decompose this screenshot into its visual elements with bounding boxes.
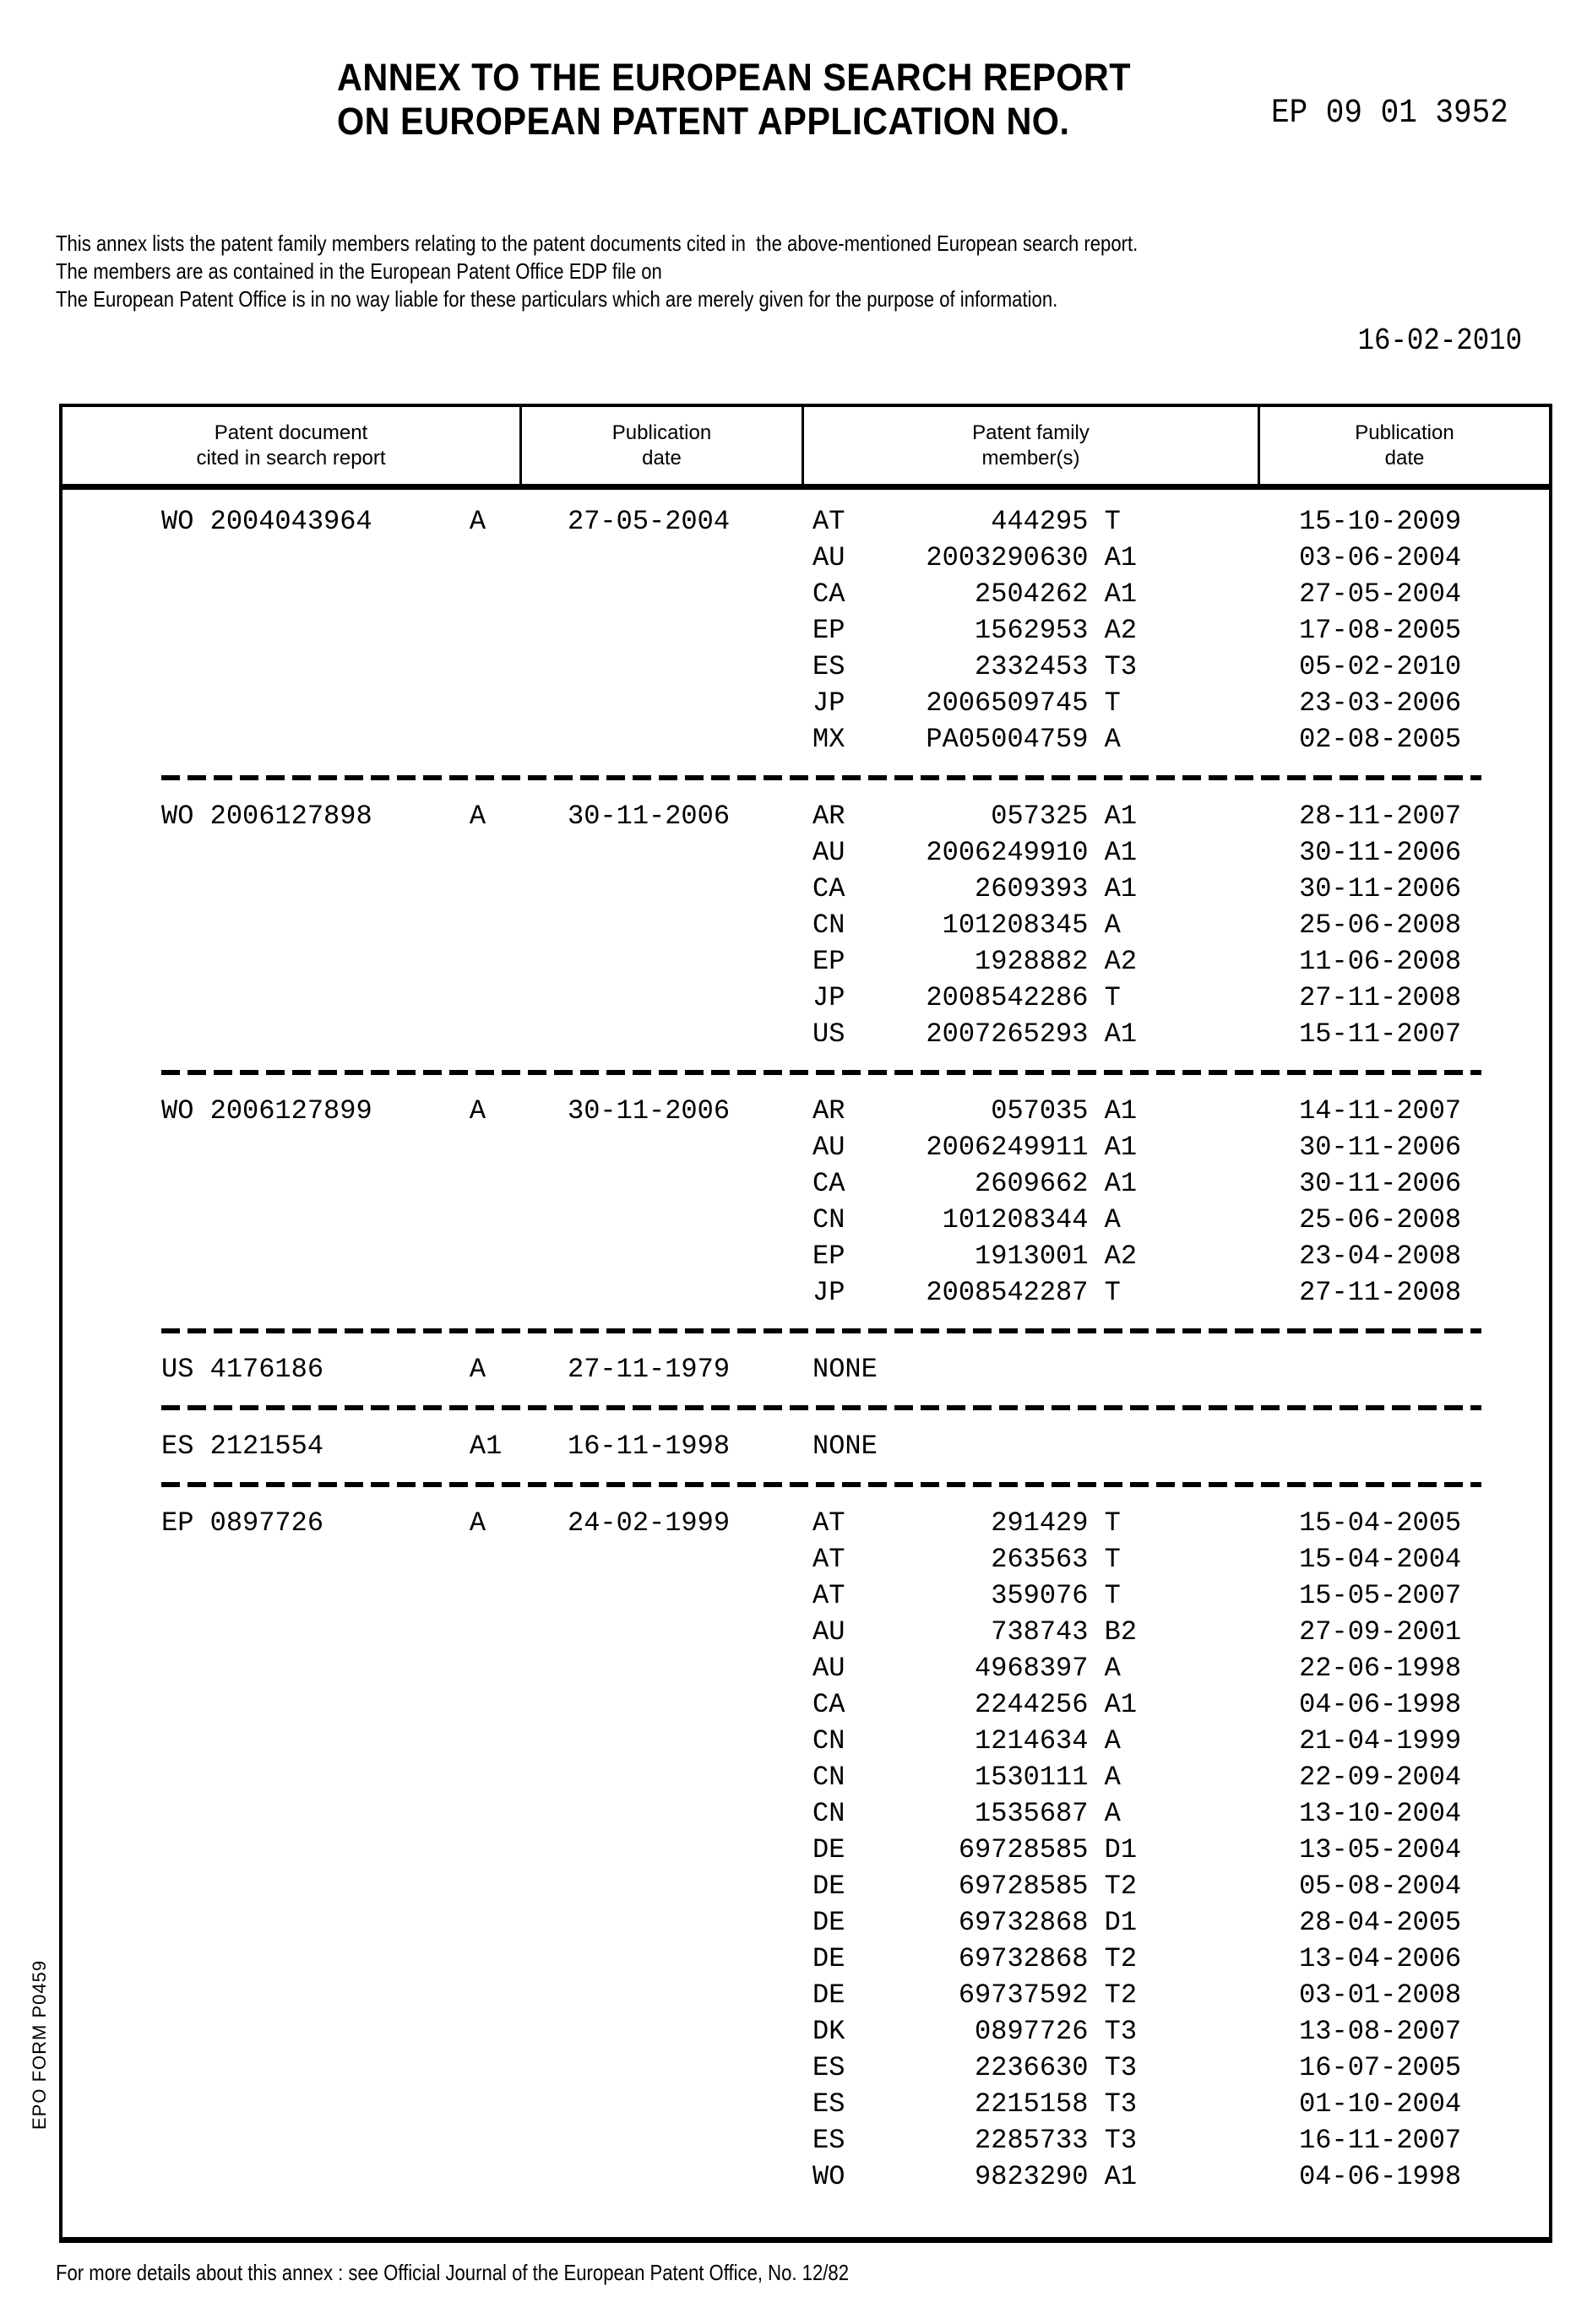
member-kind-code: A1 (1104, 1168, 1138, 1199)
family-member-row (812, 907, 1549, 943)
member-country-code: AU (812, 1653, 845, 1684)
family-member-row (812, 2158, 1549, 2195)
member-kind-code: T2 (1104, 1943, 1138, 1974)
patent-family-group (62, 798, 1549, 1052)
member-publication-date: 15-04-2004 (1299, 1544, 1462, 1575)
member-number: 69728585 (958, 1871, 1089, 1902)
member-publication-date: 30-11-2006 (1299, 837, 1462, 868)
patent-family-table (59, 404, 1552, 2243)
member-publication-date: 03-06-2004 (1299, 542, 1462, 573)
member-kind-code: T3 (1104, 2088, 1138, 2120)
member-number: 69732868 (958, 1943, 1089, 1974)
page-title-line2: ON EUROPEAN PATENT APPLICATION NO. (337, 100, 1070, 143)
member-kind-code: A1 (1104, 1095, 1138, 1127)
member-kind-code: T2 (1104, 1871, 1138, 1902)
member-number: 69728585 (958, 1834, 1089, 1865)
member-number: 2006249910 (926, 837, 1089, 868)
member-country-code: AR (812, 1095, 845, 1127)
member-publication-date: 15-04-2005 (1299, 1507, 1462, 1539)
member-country-code: DE (812, 1871, 845, 1902)
member-kind-code: A1 (1104, 1132, 1138, 1163)
member-publication-date: 17-08-2005 (1299, 615, 1462, 646)
member-kind-code: A (1104, 910, 1121, 941)
member-publication-date: 30-11-2006 (1299, 1132, 1462, 1163)
cited-patent-document (62, 503, 522, 540)
member-publication-date: 22-09-2004 (1299, 1762, 1462, 1793)
member-number: PA05004759 (926, 724, 1089, 755)
member-publication-date: 16-07-2005 (1299, 2052, 1462, 2083)
member-publication-date: 28-11-2007 (1299, 801, 1462, 832)
doc-publication-date: 24-02-1999 (568, 1507, 731, 1539)
member-number: 2244256 (975, 1689, 1089, 1720)
member-kind-code: B2 (1104, 1616, 1138, 1648)
member-publication-date: 14-11-2007 (1299, 1095, 1462, 1127)
doc-kind-code: A (469, 1095, 486, 1127)
member-country-code: CA (812, 1689, 845, 1720)
member-number: 69737592 (958, 1979, 1089, 2011)
member-number: 9823290 (975, 2161, 1089, 2192)
member-publication-date: 13-10-2004 (1299, 1798, 1462, 1829)
family-member-row (812, 1723, 1549, 1759)
family-member-row (812, 540, 1549, 576)
member-kind-code: A (1104, 724, 1121, 755)
family-member-row (812, 1904, 1549, 1941)
intro-line: The European Patent Office is in no way liable for these particulars which are merely given for the purpose of information. (56, 286, 1058, 312)
member-number: 263563 (991, 1544, 1089, 1575)
member-number: 444295 (991, 506, 1089, 537)
member-number: 057325 (991, 801, 1089, 832)
family-member-row (812, 1977, 1549, 2013)
family-member-row (812, 2086, 1549, 2122)
member-publication-date: 04-06-1998 (1299, 2161, 1462, 2192)
member-publication-date: 05-02-2010 (1299, 651, 1462, 682)
family-member-row (812, 1016, 1549, 1052)
cited-patent-document (62, 1351, 522, 1387)
member-number: 69732868 (958, 1907, 1089, 1938)
doc-number: 2006127898 (209, 801, 372, 832)
member-kind-code: D1 (1104, 1907, 1138, 1938)
family-member-row (812, 1505, 1549, 1541)
member-number: 1928882 (975, 946, 1089, 977)
doc-number: 4176186 (209, 1354, 324, 1385)
patent-family-group (62, 1428, 1549, 1464)
family-member-row (812, 1650, 1549, 1686)
member-kind-code: A1 (1104, 1689, 1138, 1720)
doc-country-code: US (161, 1354, 194, 1385)
member-country-code: WO (812, 2161, 845, 2192)
member-number: 1214634 (975, 1725, 1089, 1757)
family-members (804, 1428, 1549, 1464)
member-country-code: CN (812, 1798, 845, 1829)
doc-publication-date: 30-11-2006 (568, 1095, 731, 1127)
column-header-family-publication-date: Publication date (1355, 421, 1454, 470)
member-country-code: DE (812, 1979, 845, 2011)
member-kind-code: A1 (1104, 801, 1138, 832)
member-publication-date: 15-05-2007 (1299, 1580, 1462, 1611)
member-kind-code: D1 (1104, 1834, 1138, 1865)
member-kind-code: A (1104, 1798, 1121, 1829)
family-none-row: NONE (812, 1354, 878, 1385)
doc-country-code: WO (161, 1095, 194, 1127)
member-kind-code: A2 (1104, 1241, 1138, 1272)
doc-kind-code: A (469, 1354, 486, 1385)
intro-line: The members are as contained in the European Patent Office EDP file on (56, 258, 662, 284)
member-country-code: AU (812, 542, 845, 573)
group-separator (161, 1405, 1481, 1410)
member-publication-date: 30-11-2006 (1299, 873, 1462, 904)
column-header-patent-family: Patent family member(s) (804, 407, 1260, 484)
family-member-row (812, 834, 1549, 871)
group-separator (161, 1328, 1481, 1333)
member-number: 291429 (991, 1507, 1089, 1539)
family-member-row (812, 1941, 1549, 1977)
member-country-code: JP (812, 982, 845, 1013)
member-publication-date: 03-01-2008 (1299, 1979, 1462, 2011)
family-member-row (812, 1832, 1549, 1868)
member-country-code: CN (812, 1725, 845, 1757)
member-country-code: AT (812, 1544, 845, 1575)
family-member-row (812, 1129, 1549, 1165)
doc-kind-code: A (469, 801, 486, 832)
member-country-code: EP (812, 1241, 845, 1272)
member-number: 1913001 (975, 1241, 1089, 1272)
member-country-code: AU (812, 837, 845, 868)
intro-paragraph (56, 230, 1138, 313)
table-header-row (62, 407, 1549, 490)
member-number: 2003290630 (926, 542, 1089, 573)
family-member-row (812, 685, 1549, 721)
member-publication-date: 15-10-2009 (1299, 506, 1462, 537)
member-kind-code: A (1104, 1653, 1121, 1684)
family-member-row (812, 2013, 1549, 2050)
doc-number: 0897726 (209, 1507, 324, 1539)
member-publication-date: 23-04-2008 (1299, 1241, 1462, 1272)
doc-publication-date: 30-11-2006 (568, 801, 731, 832)
member-number: 2609393 (975, 873, 1089, 904)
member-number: 2006509745 (926, 687, 1089, 719)
member-number: 2215158 (975, 2088, 1089, 2120)
family-member-row (812, 576, 1549, 612)
member-number: 1535687 (975, 1798, 1089, 1829)
intro-line: This annex lists the patent family members relating to the patent documents cited in the above-mentioned European search report. (56, 231, 1139, 256)
member-kind-code: T (1104, 1507, 1121, 1539)
footer-note: For more details about this annex : see Official Journal of the European Patent Office, No. 12/82 (56, 2260, 849, 2285)
member-kind-code: A1 (1104, 578, 1138, 610)
member-country-code: CA (812, 1168, 845, 1199)
family-members (804, 503, 1549, 757)
member-kind-code: A1 (1104, 873, 1138, 904)
member-kind-code: A2 (1104, 946, 1138, 977)
member-kind-code: A1 (1104, 2161, 1138, 2192)
family-member-row (812, 871, 1549, 907)
member-number: 2008542286 (926, 982, 1089, 1013)
group-separator (161, 1070, 1481, 1075)
member-country-code: CA (812, 873, 845, 904)
family-none-row: NONE (812, 1431, 878, 1462)
group-separator (161, 1482, 1481, 1487)
member-publication-date: 25-06-2008 (1299, 910, 1462, 941)
application-number: EP 09 01 3952 (1271, 95, 1508, 133)
member-publication-date: 21-04-1999 (1299, 1725, 1462, 1757)
member-country-code: MX (812, 724, 845, 755)
family-member-row (812, 1686, 1549, 1723)
doc-publication-date: 16-11-1998 (568, 1431, 731, 1462)
doc-country-code: WO (161, 801, 194, 832)
member-country-code: DE (812, 1943, 845, 1974)
member-number: 2008542287 (926, 1277, 1089, 1308)
member-kind-code: T (1104, 982, 1121, 1013)
member-publication-date: 22-06-1998 (1299, 1653, 1462, 1684)
patent-family-group (62, 1093, 1549, 1311)
member-number: 2007265293 (926, 1018, 1089, 1050)
family-member-row (812, 721, 1549, 757)
member-publication-date: 27-05-2004 (1299, 578, 1462, 610)
member-kind-code: A (1104, 1725, 1121, 1757)
family-member-row (812, 2050, 1549, 2086)
table-body (62, 490, 1549, 2195)
member-number: 1530111 (975, 1762, 1089, 1793)
member-publication-date: 02-08-2005 (1299, 724, 1462, 755)
member-kind-code: A (1104, 1762, 1121, 1793)
member-kind-code: T (1104, 687, 1121, 719)
doc-country-code: WO (161, 506, 194, 537)
family-member-row (812, 1093, 1549, 1129)
member-kind-code: A (1104, 1204, 1121, 1235)
member-kind-code: A2 (1104, 615, 1138, 646)
family-members (804, 1505, 1549, 2195)
cited-patent-document (62, 1505, 522, 1541)
family-member-row (812, 1759, 1549, 1795)
family-member-row (812, 612, 1549, 649)
member-publication-date: 25-06-2008 (1299, 1204, 1462, 1235)
member-country-code: DE (812, 1907, 845, 1938)
member-publication-date: 30-11-2006 (1299, 1168, 1462, 1199)
family-member-row (812, 980, 1549, 1016)
member-country-code: CA (812, 578, 845, 610)
member-kind-code: T3 (1104, 2125, 1138, 2156)
member-country-code: US (812, 1018, 845, 1050)
family-member-row (812, 1238, 1549, 1274)
family-member-row (812, 1614, 1549, 1650)
member-country-code: JP (812, 1277, 845, 1308)
member-country-code: ES (812, 651, 845, 682)
report-date: 16-02-2010 (1357, 323, 1522, 358)
family-member-row (812, 503, 1549, 540)
member-number: 2609662 (975, 1168, 1089, 1199)
member-number: 4968397 (975, 1653, 1089, 1684)
column-header-publication-date: Publication date (522, 407, 804, 484)
doc-country-code: ES (161, 1431, 194, 1462)
member-country-code: ES (812, 2088, 845, 2120)
doc-publication-date: 27-11-1979 (568, 1354, 731, 1385)
member-country-code: CN (812, 1204, 845, 1235)
member-number: 359076 (991, 1580, 1089, 1611)
member-number: 2504262 (975, 578, 1089, 610)
member-country-code: AU (812, 1616, 845, 1648)
family-member-row (812, 649, 1549, 685)
page-title (337, 56, 1131, 144)
family-member-row (812, 1868, 1549, 1904)
member-publication-date: 16-11-2007 (1299, 2125, 1462, 2156)
member-number: 057035 (991, 1095, 1089, 1127)
member-country-code: AU (812, 1132, 845, 1163)
doc-number: 2004043964 (209, 506, 372, 537)
member-publication-date: 23-03-2006 (1299, 687, 1462, 719)
member-country-code: ES (812, 2125, 845, 2156)
member-kind-code: T3 (1104, 2016, 1138, 2047)
family-member-row (812, 943, 1549, 980)
member-publication-date: 27-11-2008 (1299, 982, 1462, 1013)
member-country-code: DE (812, 1834, 845, 1865)
family-member-row (812, 1202, 1549, 1238)
member-number: 2332453 (975, 651, 1089, 682)
doc-number: 2121554 (209, 1431, 324, 1462)
member-kind-code: A1 (1104, 837, 1138, 868)
member-kind-code: T3 (1104, 2052, 1138, 2083)
doc-country-code: EP (161, 1507, 194, 1539)
family-members (804, 1093, 1549, 1311)
member-country-code: AT (812, 1507, 845, 1539)
family-member-row (812, 798, 1549, 834)
family-members (804, 798, 1549, 1052)
member-kind-code: T3 (1104, 651, 1138, 682)
member-country-code: ES (812, 2052, 845, 2083)
member-publication-date: 27-11-2008 (1299, 1277, 1462, 1308)
page-title-line1: ANNEX TO THE EUROPEAN SEARCH REPORT (337, 56, 1132, 99)
member-number: 101208345 (942, 910, 1089, 941)
cited-patent-document (62, 1093, 522, 1129)
cited-patent-document (62, 798, 522, 834)
member-country-code: DK (812, 2016, 845, 2047)
member-kind-code: T (1104, 1580, 1121, 1611)
member-publication-date: 13-05-2004 (1299, 1834, 1462, 1865)
member-country-code: EP (812, 946, 845, 977)
family-member-row (812, 1795, 1549, 1832)
doc-number: 2006127899 (209, 1095, 372, 1127)
epo-form-number: EPO FORM P0459 (29, 1959, 50, 2130)
member-kind-code: T2 (1104, 1979, 1138, 2011)
member-country-code: AT (812, 506, 845, 537)
patent-family-group (62, 1351, 1549, 1387)
cited-patent-document (62, 1428, 522, 1464)
member-kind-code: A1 (1104, 542, 1138, 573)
member-kind-code: A1 (1104, 1018, 1138, 1050)
member-country-code: CN (812, 1762, 845, 1793)
member-number: 2236630 (975, 2052, 1089, 2083)
family-member-row (812, 1541, 1549, 1577)
member-publication-date: 27-09-2001 (1299, 1616, 1462, 1648)
member-publication-date: 11-06-2008 (1299, 946, 1462, 977)
family-members (804, 1351, 1549, 1387)
family-member-row (812, 1165, 1549, 1202)
family-member-row (812, 1274, 1549, 1311)
patent-family-group (62, 503, 1549, 757)
member-country-code: JP (812, 687, 845, 719)
patent-family-group (62, 1505, 1549, 2195)
member-number: 738743 (991, 1616, 1089, 1648)
member-publication-date: 04-06-1998 (1299, 1689, 1462, 1720)
member-country-code: EP (812, 615, 845, 646)
member-number: 2006249911 (926, 1132, 1089, 1163)
doc-kind-code: A1 (469, 1431, 503, 1462)
family-member-row (812, 2122, 1549, 2158)
doc-kind-code: A (469, 506, 486, 537)
member-number: 101208344 (942, 1204, 1089, 1235)
doc-kind-code: A (469, 1507, 486, 1539)
member-number: 0897726 (975, 2016, 1089, 2047)
member-country-code: AT (812, 1580, 845, 1611)
family-member-row (812, 1577, 1549, 1614)
member-publication-date: 01-10-2004 (1299, 2088, 1462, 2120)
member-publication-date: 13-08-2007 (1299, 2016, 1462, 2047)
member-country-code: AR (812, 801, 845, 832)
member-number: 2285733 (975, 2125, 1089, 2156)
column-header-cited-document: Patent document cited in search report (62, 407, 522, 484)
member-number: 1562953 (975, 615, 1089, 646)
member-publication-date: 13-04-2006 (1299, 1943, 1462, 1974)
member-publication-date: 15-11-2007 (1299, 1018, 1462, 1050)
group-separator (161, 775, 1481, 780)
member-kind-code: T (1104, 506, 1121, 537)
member-kind-code: T (1104, 1277, 1121, 1308)
member-country-code: CN (812, 910, 845, 941)
doc-publication-date: 27-05-2004 (568, 506, 731, 537)
member-kind-code: T (1104, 1544, 1121, 1575)
member-publication-date: 05-08-2004 (1299, 1871, 1462, 1902)
member-publication-date: 28-04-2005 (1299, 1907, 1462, 1938)
